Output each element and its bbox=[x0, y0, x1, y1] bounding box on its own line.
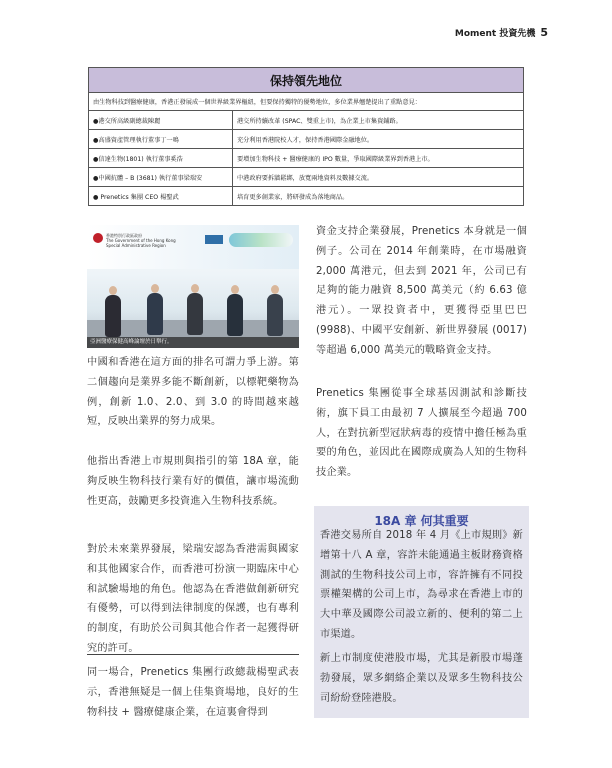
table-cell-opinion: 港交所持續改革 (SPAC、雙重上市)，為企業上市集資鋪路。 bbox=[233, 111, 524, 130]
table-intro: 由生物科技到醫療健康，香港正發展成一個世界級業界樞紐，但要保持獨特的優勢地位，多位業界翹楚提出了重點意見： bbox=[89, 93, 524, 111]
panelist bbox=[267, 294, 283, 336]
hksar-emblem-icon bbox=[93, 233, 103, 243]
table-cell-opinion: 中港政府要拆牆鬆綁，放寬兩地資料及數據交流。 bbox=[233, 168, 524, 187]
forum-photo bbox=[87, 225, 299, 348]
hkex-logo-icon bbox=[205, 235, 223, 244]
right-paragraph-2: Prenetics 集團從事全球基因測試和診斷技術，旗下員工由最初 7 人擴展至今超過 700 人，在對抗新型冠狀病毒的疫情中擔任極為重要的角色，並因此在國際成廣為人知的生物科技企業。 bbox=[316, 388, 527, 479]
page-number: 5 bbox=[540, 26, 548, 39]
table-cell-person: ●高盛資產管理執行董事丁一鳴 bbox=[89, 130, 233, 149]
divider bbox=[87, 654, 299, 655]
panelist bbox=[105, 295, 121, 337]
table-title: 保持領先地位 bbox=[89, 68, 524, 93]
table-cell-opinion: 培育更多創業家，將研發成為落地商品。 bbox=[233, 187, 524, 206]
right-paragraph-1: 資金支持企業發展，Prenetics 本身就是一個例子。公司在 2014 年創業時，在市場融資 2,000 萬港元，但去到 2021 年，公司已有足夠的能力融資 8,500 萬美元（約 6.63 億港元）。一眾投資者中，更獲得亞里巴巴 (9988)、中國平安創新、新世界發展 (0017) 等超過 6,000 萬美元的戰略資金支持。 bbox=[316, 226, 527, 356]
panelist bbox=[187, 293, 203, 335]
table-row bbox=[89, 168, 524, 187]
leadership-table bbox=[88, 67, 524, 206]
table-row bbox=[89, 130, 524, 149]
government-logo-text: 香港特別行政區政府 The Government of the Hong Kong Special Administrative Region bbox=[106, 233, 176, 248]
table-cell-person: ● Prenetics 集團 CEO 楊聖武 bbox=[89, 187, 233, 206]
left-paragraph-4: 同一場合，Prenetics 集團行政總裁楊聖武表示，香港無疑是一個上佳集資場地，良好的生物科技 + 醫療健康企業，在這裏會得到 bbox=[87, 667, 299, 718]
page-header bbox=[455, 26, 548, 39]
sidebar-paragraph-1: 香港交易所自 2018 年 4 月《上市規則》新增第十八 A 章，容許未能通過主板財務資格測試的生物科技公司上市，容許擁有不同投票權架構的公司上市，為尋求在香港上市的大中華及國際公司設立新的、便利的第二上市渠道。 bbox=[320, 530, 523, 640]
sidebar-paragraph-2: 新上市制度使港股市場，尤其是新股市場蓬勃發展，眾多網絡企業以及眾多生物科技公司紛紛登陸港股。 bbox=[320, 653, 523, 704]
table-cell-opinion: 充分利用香港院校人才，保持香港國際金融地位。 bbox=[233, 130, 524, 149]
left-paragraph-1: 中國和香港在這方面的排名可謂力爭上游。第二個趨向是業界多能不斷創新，以標靶藥物為例，創新 1.0、2.0、到 3.0 的時間越來越短，反映出業界的努力成果。 bbox=[87, 357, 299, 428]
table-row bbox=[89, 111, 524, 130]
panelist bbox=[227, 294, 243, 336]
table-row bbox=[89, 187, 524, 206]
panelist bbox=[147, 293, 163, 335]
sidebar-box bbox=[314, 506, 529, 718]
table-row bbox=[89, 149, 524, 168]
left-paragraph-2: 他指出香港上市規則與指引的第 18A 章，能夠反映生物科技行業有好的價值，讓市場流動性更高，鼓勵更多投資進入生物科技系統。 bbox=[87, 456, 299, 507]
table-cell-person: ●港交所高級副總裁陳麗 bbox=[89, 111, 233, 130]
magazine-title: Moment 投資先機 bbox=[454, 29, 536, 39]
table-cell-person: ●中國抗體 – B (3681) 執行董事梁瑞安 bbox=[89, 168, 233, 187]
table-cell-opinion: 要增加生物科技 + 醫療健康的 IPO 數量，爭取國際級業界到香港上市。 bbox=[233, 149, 524, 168]
table-cell-person: ●信達生物(1801) 執行董事奚浩 bbox=[89, 149, 233, 168]
photo-caption: 亞洲醫療保健高峰論壇於日舉行。 bbox=[87, 337, 299, 348]
forum-logo-icon bbox=[229, 233, 293, 247]
left-paragraph-3: 對於未來業界發展，梁瑞安認為香港需與國家和其他國家合作，而香港可扮演一期臨床中心和試驗場地的角色。他認為在香港做創新研究有優勢，可以得到法律制度的保護，也有專利的制度，有助於公司與其他合作者一起獲得研究的許可。 bbox=[87, 544, 299, 654]
sidebar-heading: 18A 章 何其重要 bbox=[374, 514, 469, 528]
